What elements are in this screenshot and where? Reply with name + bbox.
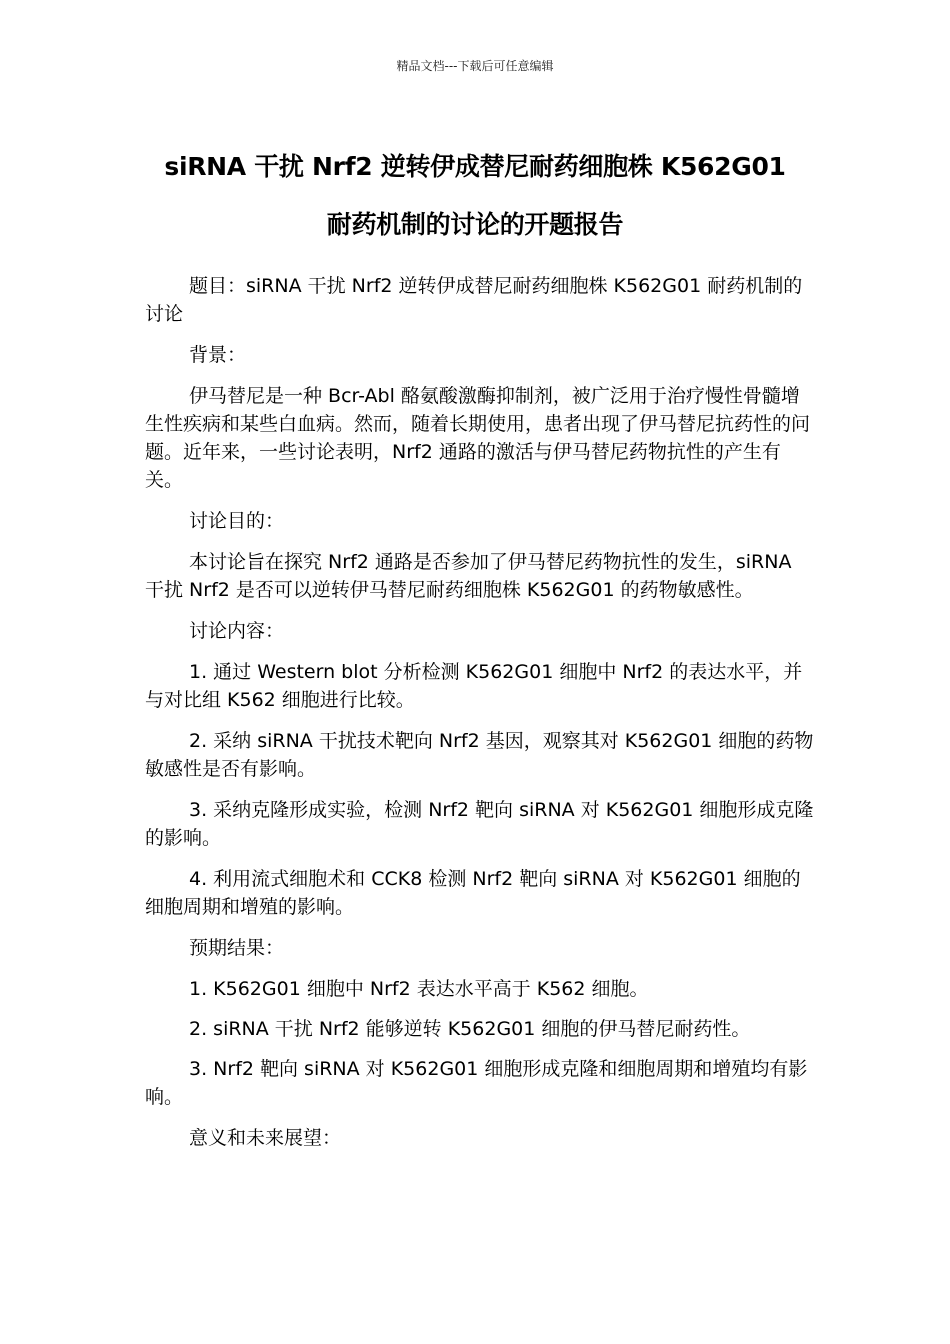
content-item-4: 4. 利用流式细胞术和 CCK8 检测 Nrf2 靶向 siRNA 对 K562G01 细胞的细胞周期和增殖的影响。: [145, 868, 801, 918]
purpose-paragraph: 本讨论旨在探究 Nrf2 通路是否参加了伊马替尼药物抗性的发生，siRNA 干扰 Nrf2 是否可以逆转伊马替尼耐药细胞株 K562G01 的药物敏感性。: [145, 551, 792, 601]
section-heading-content: 讨论内容：: [189, 620, 285, 642]
topic-paragraph: 题目：siRNA 干扰 Nrf2 逆转伊成替尼耐药细胞株 K562G01 耐药机制的讨论: [145, 275, 803, 325]
title-line-2: 耐药机制的讨论的开题报告: [326, 210, 624, 239]
section-heading-purpose: 讨论目的：: [189, 510, 285, 532]
content-item-1: 1. 通过 Western blot 分析检测 K562G01 细胞中 Nrf2 的表达水平，并与对比组 K562 细胞进行比较。: [145, 661, 803, 711]
page-header: 精品文档---下载后可任意编辑: [396, 59, 554, 73]
background-paragraph: 伊马替尼是一种 Bcr-Abl 酪氨酸激酶抑制剂，被广泛用于治疗慢性骨髓增生性疾病和某些白血病。然而，随着长期使用，患者出现了伊马替尼抗药性的问题。近年来，一些讨论表明，Nrf2 通路的激活与伊马替尼药物抗性的产生有关。: [145, 385, 811, 491]
section-heading-significance: 意义和未来展望：: [189, 1127, 342, 1149]
document-body: [145, 272, 815, 1165]
expected-item-2: 2. siRNA 干扰 Nrf2 能够逆转 K562G01 细胞的伊马替尼耐药性。: [189, 1018, 751, 1040]
expected-item-1: 1. K562G01 细胞中 Nrf2 表达水平高于 K562 细胞。: [189, 978, 649, 1000]
title-line-1: siRNA 干扰 Nrf2 逆转伊成替尼耐药细胞株 K562G01: [164, 152, 786, 181]
document-title: [60, 138, 890, 254]
content-item-2: 2. 采纳 siRNA 干扰技术靶向 Nrf2 基因，观察其对 K562G01 细胞的药物敏感性是否有影响。: [145, 730, 814, 780]
content-item-3: 3. 采纳克隆形成实验，检测 Nrf2 靶向 siRNA 对 K562G01 细胞形成克隆的影响。: [145, 799, 814, 849]
section-heading-background: 背景：: [189, 344, 247, 366]
section-heading-expected: 预期结果：: [189, 937, 285, 959]
expected-item-3: 3. Nrf2 靶向 siRNA 对 K562G01 细胞形成克隆和细胞周期和增殖均有影响。: [145, 1058, 808, 1108]
